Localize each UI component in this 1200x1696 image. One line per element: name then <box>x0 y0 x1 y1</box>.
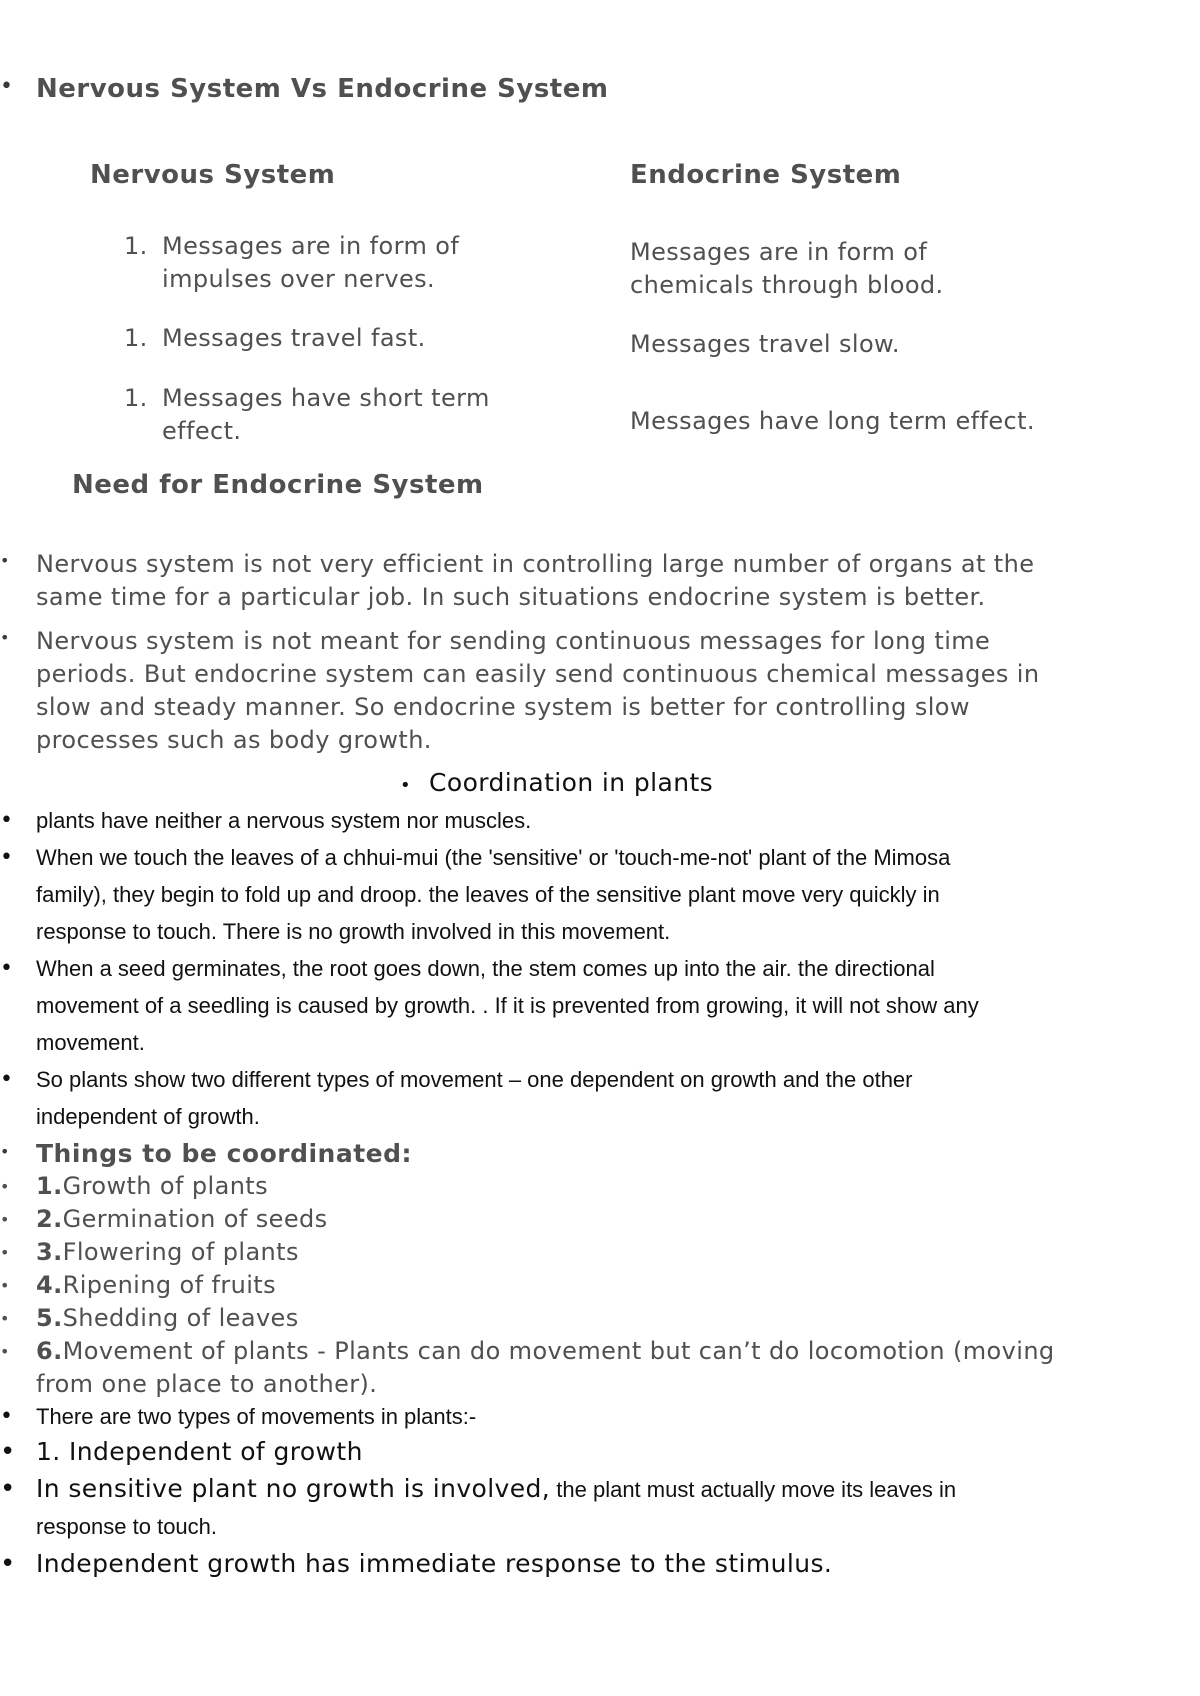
endocrine-cell-line: Messages have long term effect. <box>630 407 1035 435</box>
item-text: Flowering of plants <box>62 1238 299 1266</box>
paragraph-line: There are two types of movements in plants:- <box>36 1404 477 1429</box>
bullet-icon: • <box>400 775 412 796</box>
bullet-icon: • <box>0 1210 10 1229</box>
list-item <box>0 1203 1200 1236</box>
section-heading: Things to be coordinated: <box>36 1139 413 1168</box>
page-title: Nervous System Vs Endocrine System <box>36 74 609 104</box>
paragraph-line: same time for a particular job. In such situations endocrine system is better. <box>36 583 986 611</box>
bullet-icon: • <box>0 808 13 833</box>
paragraph-line: slow and steady manner. So endocrine system is better for controlling slow <box>36 693 970 721</box>
item-text: Germination of seeds <box>62 1205 328 1233</box>
bullet-icon: • <box>0 1142 10 1161</box>
item-number: 6. <box>36 1337 63 1365</box>
row-number: 1. <box>124 324 148 352</box>
paragraph-line: movement of a seedling is caused by growth. . If it is prevented from growing, it will not show any <box>36 993 979 1018</box>
section-heading <box>400 768 713 801</box>
list-item <box>0 1302 1200 1335</box>
item-text: Movement of plants - Plants can do movement but can’t do locomotion (moving <box>62 1337 1055 1365</box>
endocrine-cell-line: Messages travel slow. <box>630 330 900 358</box>
emphasis-text: In sensitive plant no growth is involved, <box>36 1474 551 1503</box>
nervous-cell-line: Messages travel fast. <box>162 324 426 352</box>
bullet-icon: • <box>0 1342 10 1361</box>
bullet-icon: • <box>0 1549 16 1579</box>
paragraph-line: response to touch. There is no growth involved in this movement. <box>36 919 671 944</box>
nervous-cell-line: Messages are in form of <box>162 232 460 260</box>
section-heading: Need for Endocrine System <box>72 470 484 500</box>
endocrine-cell <box>630 236 944 302</box>
paragraph-line: plants have neither a nervous system nor muscles. <box>36 808 532 833</box>
item-text: Ripening of fruits <box>62 1271 276 1299</box>
paragraph-line: response to touch. <box>36 1514 218 1539</box>
paragraph-line: independent of growth. <box>36 1104 260 1129</box>
paragraph-text: the plant must actually move its leaves in <box>550 1477 957 1502</box>
paragraph-line: When we touch the leaves of a chhui-mui (the 'sensitive' or 'touch-me-not' plant of the Mimosa <box>36 845 951 870</box>
bullet-icon: • <box>0 1309 10 1328</box>
bullet-icon: • <box>0 1276 10 1295</box>
nervous-cell-line: effect. <box>162 417 242 445</box>
row-number: 1. <box>124 232 148 260</box>
item-number: 5. <box>36 1304 63 1332</box>
item-text: Shedding of leaves <box>62 1304 299 1332</box>
paragraph-line: family), they begin to fold up and droop. the leaves of the sensitive plant move very quickly in <box>36 882 940 907</box>
heading-text: Coordination in plants <box>429 768 714 797</box>
list-item <box>0 1236 1200 1269</box>
item-number: 2. <box>36 1205 63 1233</box>
item-number: 4. <box>36 1271 63 1299</box>
bullet-icon: • <box>0 1474 16 1504</box>
item-number: 3. <box>36 1238 63 1266</box>
list-item <box>0 1269 1200 1302</box>
bullet-icon: • <box>0 628 10 647</box>
bullet-icon: • <box>0 1177 10 1196</box>
bullet-icon: • <box>0 1067 13 1092</box>
endocrine-cell-line: chemicals through blood. <box>630 271 944 299</box>
paragraph-line: periods. But endocrine system can easily send continuous chemical messages in <box>36 660 1040 688</box>
nervous-cell-line: impulses over nerves. <box>162 265 436 293</box>
paragraph-line: Nervous system is not very efficient in controlling large number of organs at the <box>36 550 1035 578</box>
paragraph-line: Independent growth has immediate response to the stimulus. <box>36 1549 833 1578</box>
bullet-icon: • <box>0 551 10 570</box>
bullet-icon: • <box>0 74 13 99</box>
list-item <box>0 1170 1200 1203</box>
nervous-cell-line: Messages have short term <box>162 384 490 412</box>
endocrine-cell-line: Messages are in form of <box>630 238 928 266</box>
bullet-icon: • <box>0 956 13 981</box>
bullet-icon: • <box>0 1404 13 1429</box>
bullet-icon: • <box>0 1437 16 1467</box>
coordination-list <box>0 1170 1200 1401</box>
endocrine-column-heading: Endocrine System <box>630 160 902 190</box>
bullet-icon: • <box>0 845 13 870</box>
paragraph-line: movement. <box>36 1030 145 1055</box>
paragraph-line: So plants show two different types of movement – one dependent on growth and the other <box>36 1067 913 1092</box>
item-text: from one place to another). <box>36 1370 378 1398</box>
bullet-icon: • <box>0 1243 10 1262</box>
nervous-column-heading: Nervous System <box>90 160 336 190</box>
item-text: Growth of plants <box>62 1172 269 1200</box>
list-item <box>0 1335 1200 1401</box>
item-number: 1. <box>36 1172 63 1200</box>
subheading: 1. Independent of growth <box>36 1437 363 1466</box>
paragraph-line: processes such as body growth. <box>36 726 432 754</box>
paragraph-line: Nervous system is not meant for sending continuous messages for long time <box>36 627 991 655</box>
row-number: 1. <box>124 384 148 412</box>
paragraph-line: When a seed germinates, the root goes down, the stem comes up into the air. the directional <box>36 956 935 981</box>
